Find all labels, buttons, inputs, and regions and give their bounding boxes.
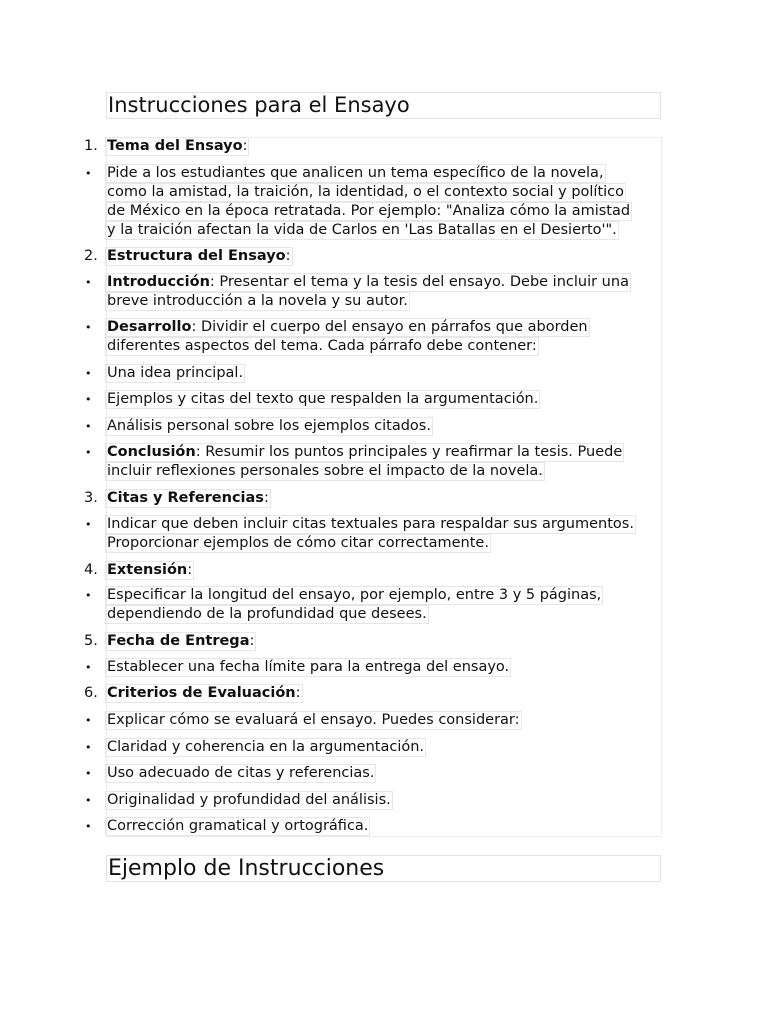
item-line <box>105 318 590 337</box>
item-heading: Fecha de Entrega <box>107 633 250 649</box>
bullet-marker: • <box>85 518 92 531</box>
item-heading: Extensión <box>107 562 188 578</box>
item-line <box>105 137 249 156</box>
item-line-text: diferentes aspectos del tema. Cada párrafo debe contener: <box>107 338 537 354</box>
item-heading: Citas y Referencias <box>107 490 264 506</box>
bullet-marker: • <box>85 661 92 674</box>
bullet-marker: • <box>85 714 92 727</box>
item-line-text: : Resumir los puntos principales y reafirmar la tesis. Puede <box>195 444 623 460</box>
item-line <box>105 443 624 462</box>
item-line-text: Ejemplos y citas del texto que respalden la argumentación. <box>107 391 539 407</box>
bullet-marker: • <box>85 820 92 833</box>
item-line <box>105 417 433 436</box>
item-text <box>106 247 666 266</box>
item-text <box>106 738 666 757</box>
bullet-marker: • <box>85 794 92 807</box>
item-text <box>106 137 666 156</box>
item-line-text: : Dividir el cuerpo del ensayo en párrafos que aborden <box>191 319 588 335</box>
item-line-text: : Presentar el tema y la tesis del ensayo. Debe incluir una <box>209 274 629 290</box>
item-line <box>105 817 370 836</box>
item-bold-lead: Introducción <box>107 274 210 290</box>
page-title: Instrucciones para el Ensayo <box>106 92 661 119</box>
item-number: 5. <box>84 633 98 649</box>
item-text <box>106 684 666 703</box>
item-line <box>105 462 545 481</box>
item-line <box>105 337 539 356</box>
item-bold-lead: Conclusión <box>107 444 196 460</box>
bullet-marker: • <box>85 367 92 380</box>
item-text <box>106 390 666 409</box>
item-line-text: Claridad y coherencia en la argumentación. <box>107 739 425 755</box>
item-line-text: breve introducción a la novela y su autor. <box>107 293 408 309</box>
item-line <box>105 632 256 651</box>
item-line-text: Originalidad y profundidad del análisis. <box>107 792 391 808</box>
item-text <box>106 364 666 383</box>
item-heading-suffix: : <box>242 138 248 154</box>
item-line <box>105 658 511 677</box>
item-text <box>106 791 666 810</box>
bullet-marker: • <box>85 767 92 780</box>
bullet-marker: • <box>85 741 92 754</box>
item-line <box>105 164 606 183</box>
item-line-text: dependiendo de la profundidad que desees. <box>107 606 427 622</box>
item-heading-suffix: : <box>285 248 291 264</box>
item-line <box>105 561 194 580</box>
item-line-text: Análisis personal sobre los ejemplos citados. <box>107 418 431 434</box>
instructions-list-frame <box>106 137 662 837</box>
item-line-text: Explicar cómo se evaluará el ensayo. Puedes considerar: <box>107 712 520 728</box>
item-number: 1. <box>84 138 98 154</box>
section-title: Ejemplo de Instrucciones <box>106 855 661 882</box>
item-line-text: Una idea principal. <box>107 365 244 381</box>
item-line <box>105 515 636 534</box>
item-number: 2. <box>84 248 98 264</box>
bullet-marker: • <box>85 321 92 334</box>
item-text <box>106 561 666 580</box>
item-text <box>106 273 666 311</box>
item-number: 6. <box>84 685 98 701</box>
bullet-marker: • <box>85 393 92 406</box>
item-text <box>106 632 666 651</box>
item-line <box>105 605 429 624</box>
item-line-text: Corrección gramatical y ortográfica. <box>107 818 369 834</box>
item-line <box>105 273 631 292</box>
item-line-text: Pide a los estudiantes que analicen un tema específico de la novela, <box>107 165 604 181</box>
item-text <box>106 443 666 481</box>
item-line <box>105 390 540 409</box>
item-line <box>105 292 410 311</box>
item-heading-suffix: : <box>263 490 269 506</box>
item-line-text: Uso adecuado de citas y referencias. <box>107 765 375 781</box>
item-text <box>106 515 666 553</box>
item-line-text: como la amistad, la traición, la identidad, o el contexto social y político <box>107 184 625 200</box>
item-text <box>106 586 666 624</box>
item-text <box>106 817 666 836</box>
item-number: 3. <box>84 490 98 506</box>
bullet-marker: • <box>85 420 92 433</box>
item-heading-suffix: : <box>249 633 255 649</box>
item-heading-suffix: : <box>295 685 301 701</box>
item-line <box>105 791 393 810</box>
item-line <box>105 221 619 240</box>
bullet-marker: • <box>85 589 92 602</box>
item-line <box>105 202 632 221</box>
item-line-text: incluir reflexiones personales sobre el impacto de la novela. <box>107 463 543 479</box>
item-line <box>105 183 626 202</box>
item-line <box>105 247 293 266</box>
item-text <box>106 318 666 356</box>
item-line <box>105 534 491 553</box>
item-line <box>105 684 303 703</box>
item-line <box>105 364 245 383</box>
item-line-text: de México en la época retratada. Por ejemplo: "Analiza cómo la amistad <box>107 203 631 219</box>
bullet-marker: • <box>85 276 92 289</box>
item-text <box>106 658 666 677</box>
item-heading: Tema del Ensayo <box>107 138 243 154</box>
item-line <box>105 711 522 730</box>
item-line-text: Especificar la longitud del ensayo, por ejemplo, entre 3 y 5 páginas, <box>107 587 602 603</box>
item-heading: Estructura del Ensayo <box>107 248 286 264</box>
item-heading-suffix: : <box>187 562 193 578</box>
item-line <box>105 586 603 605</box>
item-line-text: Proporcionar ejemplos de cómo citar correctamente. <box>107 535 489 551</box>
item-line <box>105 738 426 757</box>
item-text <box>106 764 666 783</box>
item-text <box>106 711 666 730</box>
item-text <box>106 417 666 436</box>
item-number: 4. <box>84 562 98 578</box>
item-bold-lead: Desarrollo <box>107 319 192 335</box>
bullet-marker: • <box>85 446 92 459</box>
item-line-text: y la traición afectan la vida de Carlos en 'Las Batallas en el Desierto'". <box>107 222 617 238</box>
item-text <box>106 489 666 508</box>
item-line <box>105 764 376 783</box>
item-line-text: Establecer una fecha límite para la entrega del ensayo. <box>107 659 510 675</box>
item-heading: Criterios de Evaluación <box>107 685 296 701</box>
item-line-text: Indicar que deben incluir citas textuales para respaldar sus argumentos. <box>107 516 634 532</box>
bullet-marker: • <box>85 167 92 180</box>
item-line <box>105 489 271 508</box>
item-text <box>106 164 666 240</box>
